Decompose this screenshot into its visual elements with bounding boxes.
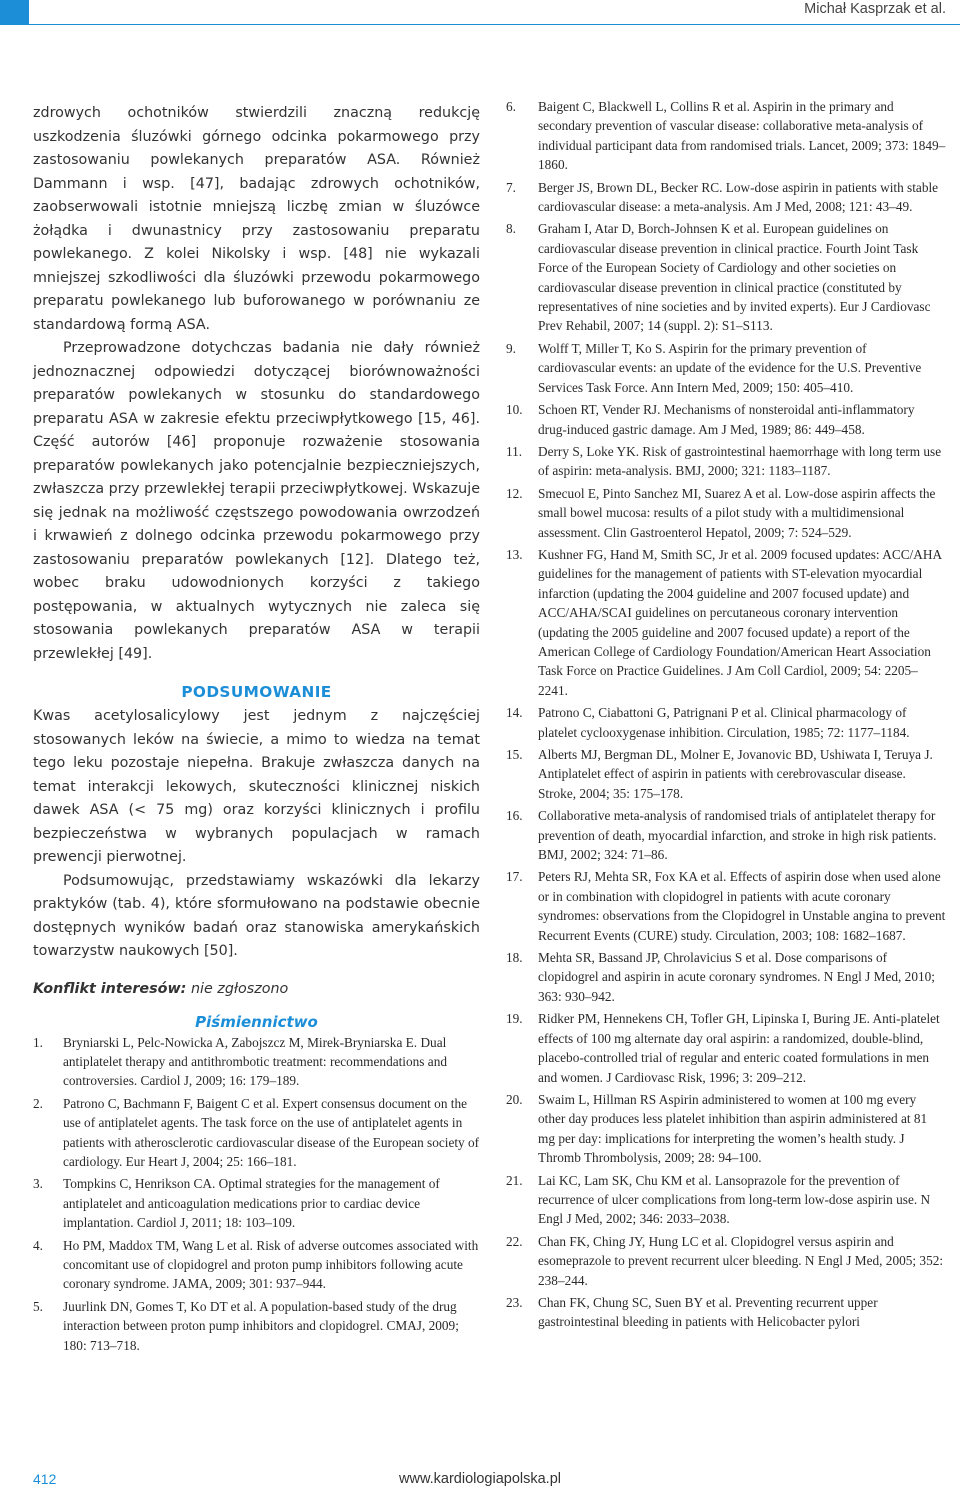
reference-item bbox=[506, 1171, 946, 1229]
reference-list-right bbox=[506, 97, 946, 1332]
reference-text: Lai KC, Lam SK, Chu KM et al. Lansoprazole for the prevention of recurrence of ulcer complications from long-term low-dose aspirin use. N Engl J Med, 2002; 346: 2033–2038. bbox=[538, 1172, 931, 1227]
reference-text: Chan FK, Ching JY, Hung LC et al. Clopidogrel versus aspirin and esomeprazole to prevent recurrent ulcer bleeding. N Engl J Med, 2005; 352: 238–244. bbox=[538, 1233, 944, 1288]
body-text bbox=[33, 102, 480, 666]
reference-number: 5. bbox=[33, 1298, 43, 1314]
reference-item bbox=[506, 1090, 946, 1168]
reference-text: Tompkins C, Henrikson CA. Optimal strategies for the management of antiplatelet and anticoagulation medications prior to cardiac device implantation. Cardiol J, 2011; 18: 103–109. bbox=[63, 1176, 440, 1231]
reference-item bbox=[506, 1293, 946, 1332]
reference-number: 17. bbox=[506, 869, 523, 885]
reference-text: Chan FK, Chung SC, Suen BY et al. Preventing recurrent upper gastrointestinal bleeding in patients with Helicobacter pylori bbox=[538, 1294, 878, 1330]
reference-item bbox=[506, 178, 946, 217]
reference-number: 9. bbox=[506, 340, 516, 356]
reference-number: 12. bbox=[506, 485, 523, 501]
reference-item bbox=[33, 1033, 480, 1091]
reference-number: 13. bbox=[506, 546, 523, 562]
reference-number: 14. bbox=[506, 705, 523, 721]
reference-text: Smecuol E, Pinto Sanchez MI, Suarez A et al. Low-dose aspirin affects the small bowel mucosa: results of a pilot study with a multidimensional assessment. Clin Gastroenterol Hepatol, 2009; 7: 524–529. bbox=[538, 485, 936, 540]
reference-text: Graham I, Atar D, Borch-Johnsen K et al. European guidelines on cardiovascular disease prevention in clinical practice. Fourth Joint Task Force of the European Society of Cardiology and other societies on cardiovascular disease prevention in clinical practice (constituted by representatives of nine societies and by invited experts). Eur J Cardiovasc Prev Rehabil, 2007; 14 (suppl. 2): S1–S113. bbox=[538, 221, 931, 334]
reference-item bbox=[33, 1094, 480, 1172]
reference-number: 7. bbox=[506, 179, 516, 195]
summary-text bbox=[33, 705, 480, 964]
reference-number: 3. bbox=[33, 1176, 43, 1192]
reference-item bbox=[506, 745, 946, 803]
reference-text: Collaborative meta-analysis of randomised trials of antiplatelet therapy for prevention of death, myocardial infarction, and stroke in high risk patients. BMJ, 2002; 324: 71–86. bbox=[538, 808, 937, 863]
reference-text: Ho PM, Maddox TM, Wang L et al. Risk of adverse outcomes associated with concomitant use of clopidogrel and proton pump inhibitors following acute coronary syndrome. JAMA, 2009; 301: 937–944. bbox=[63, 1237, 479, 1292]
reference-item bbox=[506, 484, 946, 542]
reference-number: 2. bbox=[33, 1095, 43, 1111]
reference-item bbox=[506, 948, 946, 1006]
reference-number: 1. bbox=[33, 1034, 43, 1050]
reference-item bbox=[33, 1236, 480, 1294]
reference-number: 6. bbox=[506, 99, 516, 114]
reference-item bbox=[506, 442, 946, 481]
reference-text: Patrono C, Bachmann F, Baigent C et al. Expert consensus document on the use of antiplatelet agents. The task force on the use of antiplatelet agents in patients with atherosclerotic cardiovascular disease of the European society of cardiology. Eur Heart J, 2004; 25: 166–181. bbox=[63, 1095, 480, 1169]
running-header-author: Michał Kasprzak et al. bbox=[804, 1, 946, 17]
reference-number: 22. bbox=[506, 1233, 523, 1249]
reference-text: Juurlink DN, Gomes T, Ko DT et al. A population-based study of the drug interaction between proton pump inhibitors and clopidogrel. CMAJ, 2009; 180: 713–718. bbox=[63, 1298, 459, 1353]
references-heading: Piśmiennictwo bbox=[195, 1012, 318, 1031]
reference-text: Bryniarski L, Pelc-Nowicka A, Zabojszcz M, Mirek-Bryniarska E. Dual antiplatelet therapy and antithrombotic treatment: recommendations and controversies. Cardiol J, 2009; 16: 179–189. bbox=[63, 1034, 447, 1089]
reference-text: Schoen RT, Vender RJ. Mechanisms of nonsteroidal anti-inflammatory drug-induced gastric damage. Am J Med, 1989; 86: 449–458. bbox=[538, 402, 915, 437]
reference-text: Baigent C, Blackwell L, Collins R et al. Aspirin in the primary and secondary prevention of vascular disease: collaborative meta-analysis of individual participant data from randomised trials. Lancet, 2009; 373: 1849–1860. bbox=[538, 99, 946, 173]
reference-number: 18. bbox=[506, 950, 523, 966]
reference-text: Patrono C, Ciabattoni G, Patrignani P et al. Clinical pharmacology of platelet cyclooxygenase inhibition. Circulation, 1985; 72: 1177–1184. bbox=[538, 705, 910, 740]
reference-item bbox=[506, 1232, 946, 1290]
reference-text: Wolff T, Miller T, Ko S. Aspirin for the primary prevention of cardiovascular events: an update of the evidence for the U.S. Preventive Services Task Force. Ann Intern Med, 2009; 150: 405–410. bbox=[538, 340, 922, 395]
reference-item bbox=[506, 806, 946, 864]
conflict-of-interest bbox=[33, 981, 480, 997]
conflict-label: Konflikt interesów: bbox=[33, 980, 187, 997]
reference-item bbox=[506, 545, 946, 700]
summary-paragraph: Podsumowując, przedstawiamy wskazówki dla lekarzy praktyków (tab. 4), które sformułowano na podstawie obecnie dostępnych wyników badań oraz stanowiska amerykańskich towarzystw naukowych [50]. bbox=[33, 872, 480, 959]
summary-heading: PODSUMOWANIE bbox=[181, 683, 332, 701]
reference-item bbox=[33, 1174, 480, 1232]
reference-number: 10. bbox=[506, 402, 523, 418]
reference-text: Swaim L, Hillman RS Aspirin administered to women at 100 mg every other day produces less platelet inhibition than aspirin administered at 81 mg per day: implications for interpreting the women’s health study. J Thromb Thrombolysis, 2009; 28: 94–100. bbox=[538, 1091, 928, 1166]
reference-item bbox=[33, 1297, 480, 1355]
header-rule bbox=[29, 24, 960, 25]
reference-text: Peters RJ, Mehta SR, Fox KA et al. Effects of aspirin dose when used alone or in combination with clopidogrel in patients with acute coronary syndromes: observations from the Clopidogrel in Unstable angina to prevent Recurrent Events (CURE) study. Circulation, 2003; 108: 1682–1687. bbox=[538, 869, 946, 943]
reference-number: 8. bbox=[506, 221, 516, 237]
header-color-block bbox=[0, 0, 29, 25]
reference-item bbox=[506, 867, 946, 945]
reference-text: Kushner FG, Hand M, Smith SC, Jr et al. 2009 focused updates: ACC/AHA guidelines for the management of patients with ST-elevation myocardial infarction (updating the 2004 guideline and 2007 focused update) and ACC/AHA/SCAI guidelines on percutaneous coronary intervention (updating the 2005 guideline and 2007 focused update) a report of the American College of Cardiology Foundation/American Heart Association Task Force on Practice Guidelines. J Am Coll Cardiol, 2009; 54: 2205–2241. bbox=[538, 546, 942, 698]
reference-text: Alberts MJ, Bergman DL, Molner E, Jovanovic BD, Ushiwata I, Teruya J. Antiplatelet effect of aspirin in patients with cerebrovascular disease. Stroke, 2004; 35: 175–178. bbox=[538, 747, 933, 801]
body-paragraph: Przeprowadzone dotychczas badania nie dały również jednoznacznej odpowiedzi dotyczącej biorównoważności preparatów powlekanych w stosunku do standardowego preparatu ASA w zakresie efektu przeciwpłytkowego [15, 46]. Część autorów [46] proponuje rozważenie stosowania preparatów powlekanych jako potencjalnie bezpieczniejszych, zwłaszcza przy przewlekłej terapii przeciwpłytkowej. Wskazuje się jednak na możliwość częstszego powodowania owrzodzeń i krwawień z dolnego odcinka przewodu pokarmowego przy zastosowaniu preparatów powlekanych [12]. Dlatego też, wobec braku udowodnionych korzyści z takiego postępowania, w aktualnych wytycznych nie zaleca się stosowania powlekanych preparatów ASA w terapii przewlekłej [49]. bbox=[33, 340, 480, 662]
reference-number: 11. bbox=[506, 443, 523, 459]
reference-item bbox=[506, 400, 946, 439]
body-paragraph: zdrowych ochotników stwierdzili znaczną redukcję uszkodzenia śluzówki górnego odcinka pokarmowego przy zastosowaniu powlekanych preparatów ASA. Również Dammann i wsp. [47], badając zdrowych ochotników, zaobserwowali istotnie mniejszą liczbę zmian w śluzówce żołądka i dwunastnicy przy zastosowaniu preparatu powlekanego. Z kolei Nikolsky i wsp. [48] nie wykazali mniejszej szkodliwości dla śluzówki przewodu pokarmowego preparatu powlekanego lub buforowanego w porównaniu ze standardową formą ASA. bbox=[33, 105, 480, 333]
left-column bbox=[33, 102, 480, 1358]
page-number: 412 bbox=[33, 1471, 57, 1487]
reference-list-left bbox=[33, 1033, 480, 1356]
summary-paragraph: Kwas acetylosalicylowy jest jednym z najczęściej stosowanych leków na świecie, a mimo to wiedza na temat tego leku pozostaje niepełna. Brakuje zwłaszcza danych na temat interakcji lekowych, skuteczności klinicznej niskich dawek ASA (< 75 mg) oraz korzyści klinicznych i profilu bezpieczeństwa w wybranych populacjach w ramach prewencji pierwotnej. bbox=[33, 708, 480, 865]
reference-number: 23. bbox=[506, 1294, 523, 1310]
reference-text: Ridker PM, Hennekens CH, Tofler GH, Lipinska I, Buring JE. Anti-platelet effects of 100 mg alternate day oral aspirin: a randomized, double-blind, placebo-controlled trial of regular and enteric coated formulations in men and women. J Cardiovasc Risk, 1996; 3: 209–212. bbox=[538, 1011, 940, 1085]
reference-number: 16. bbox=[506, 808, 523, 824]
right-column bbox=[506, 97, 946, 1335]
conflict-value: nie zgłoszono bbox=[190, 980, 289, 997]
reference-text: Mehta SR, Bassand JP, Chrolavicius S et al. Dose comparisons of clopidogrel and aspirin in acute coronary syndromes. N Engl J Med, 2010; 363: 930–942. bbox=[538, 950, 935, 1004]
reference-number: 20. bbox=[506, 1091, 523, 1107]
reference-number: 21. bbox=[506, 1172, 523, 1188]
reference-item bbox=[506, 1009, 946, 1087]
reference-number: 15. bbox=[506, 747, 523, 762]
reference-item bbox=[506, 219, 946, 335]
reference-item bbox=[506, 97, 946, 175]
reference-number: 4. bbox=[33, 1237, 43, 1253]
reference-item bbox=[506, 339, 946, 397]
reference-text: Berger JS, Brown DL, Becker RC. Low-dose aspirin in patients with stable cardiovascular disease: a meta-analysis. Am J Med, 2008; 121: 43–49. bbox=[538, 179, 939, 215]
reference-number: 19. bbox=[506, 1011, 523, 1027]
reference-text: Derry S, Loke YK. Risk of gastrointestinal haemorrhage with long term use of aspirin: meta-analysis. BMJ, 2000; 321: 1183–1187. bbox=[538, 443, 942, 479]
reference-item bbox=[506, 703, 946, 742]
journal-website[interactable]: www.kardiologiapolska.pl bbox=[399, 1471, 561, 1487]
